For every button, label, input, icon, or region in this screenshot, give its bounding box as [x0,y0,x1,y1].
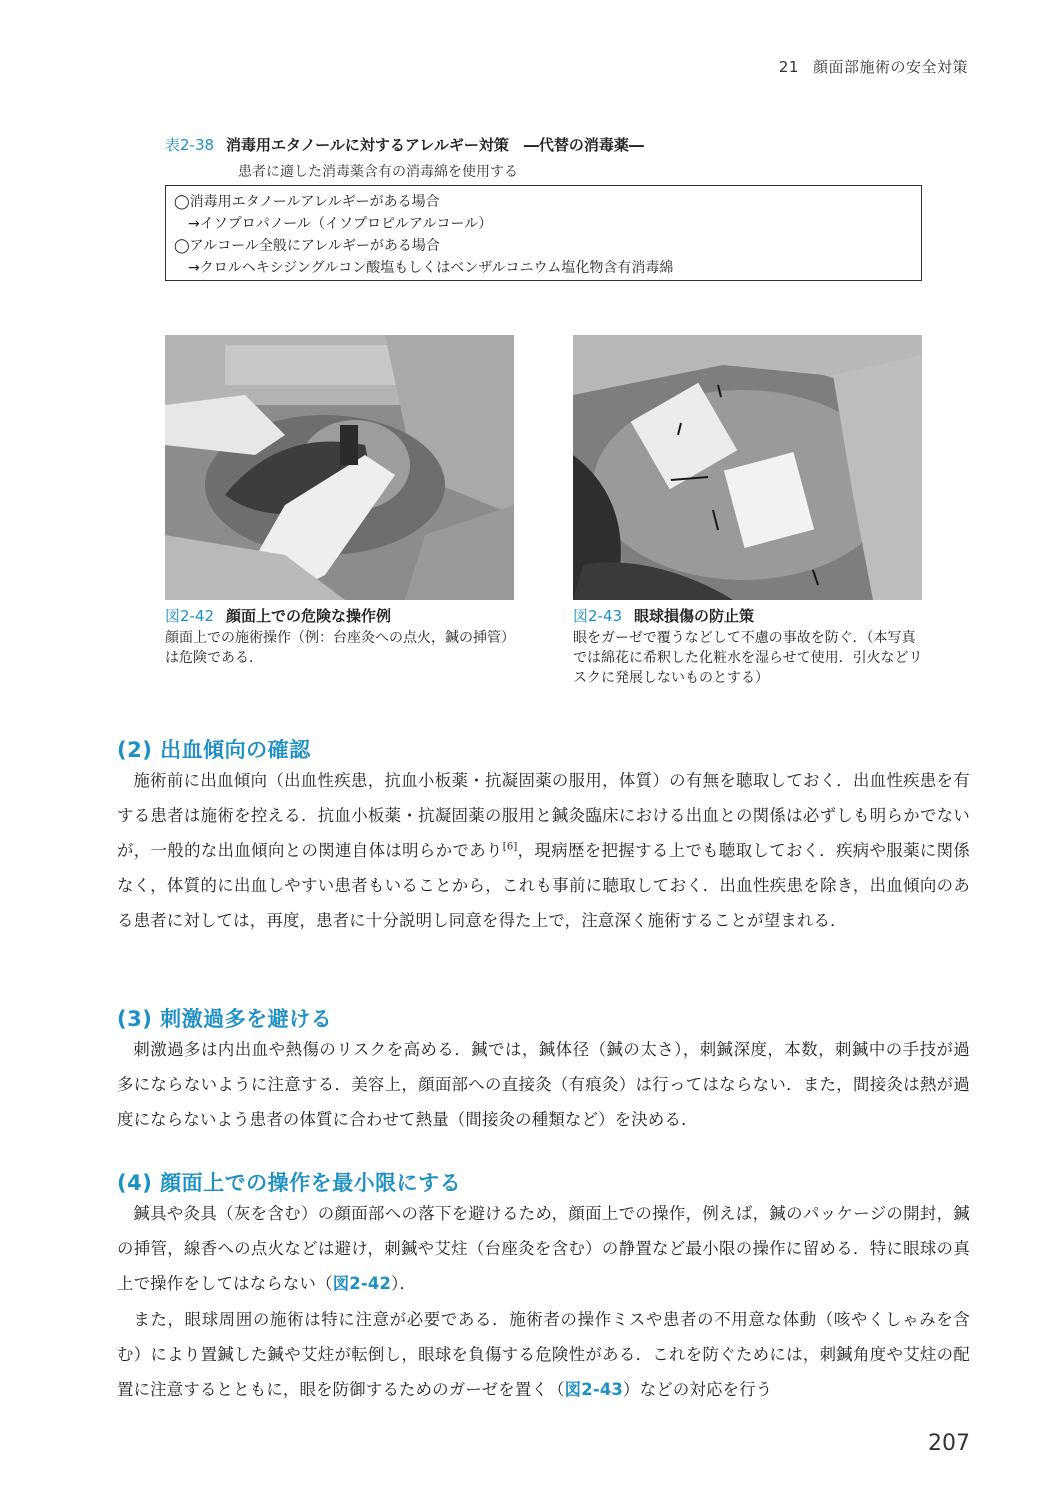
table-row: →クロルヘキシジングルコン酸塩もしくはベンザルコニウム塩化物含有消毒綿 [188,260,674,276]
table-title: 消毒用エタノールに対するアレルギー対策 ―代替の消毒薬― [226,136,644,154]
section-paragraph: 鍼具や灸具（灰を含む）の顔面部への落下を避けるため，顔面上での操作，例えば，鍼のパッケージの開封，鍼の挿管，線香への点火などは避け，刺鍼や艾炷（台座灸を含む）の静置など最小限の操作に留める．特に眼球の真上で操作をしてはならない（図2-42）． [117,1204,970,1294]
table-label: 表2-38 [165,136,215,154]
section-paragraph: 施術前に出血傾向（出血性疾患，抗血小板薬・抗凝固薬の服用，体質）の有無を聴取しておく．出血性疾患を有する患者は施術を控える．抗血小板薬・抗凝固薬の服用と鍼灸臨床における出血との関係は必ずしも明らかでないが，一般的な出血傾向との関連自体は明らかであり[6]，現病歴を把握する上でも聴取しておく．疾病や服薬に関係なく，体質的に出血しやすい患者もいることから，これも事前に聴取しておく．出血性疾患を除き，出血傾向のある患者に対しては，再度，患者に十分説明し同意を得た上で，注意深く施術することが望まれる． [117,771,970,931]
chapter-title: 顔面部施術の安全対策 [812,58,968,76]
photo-eye-protection [573,335,922,600]
figure-caption [573,606,929,688]
figure-title: 顔面上での危険な操作例 [226,607,392,625]
citation-ref: [6] [502,841,518,853]
table-box [165,185,922,281]
section-paragraph: また，眼球周囲の施術は特に注意が必要である．施術者の操作ミスや患者の不用意な体動（咳やくしゃみを含む）により置鍼した鍼や艾炷が転倒し，眼球を負傷する危険性がある．これを防ぐためには，刺鍼角度や艾炷の配置に注意するとともに，眼を防御するためのガーゼを置く（図2-43）などの対応を行う [117,1310,970,1400]
table-subtitle: 患者に適した消毒薬含有の消毒綿を使用する [238,164,518,180]
section-heading: (2) 出血傾向の確認 [117,738,311,762]
figure-caption-text: 眼をガーゼで覆うなどして不慮の事故を防ぐ．（本写真では綿花に希釈した化粧水を湿らせて使用．引火などリスクに発展しないものとする） [573,630,923,686]
table-caption [165,134,644,181]
chapter-number: 21 [778,58,799,76]
section-heading: (3) 刺激過多を避ける [117,1007,333,1031]
figure-label: 図2-42 [165,607,215,625]
figure-label: 図2-43 [573,607,623,625]
section-heading: (4) 顔面上での操作を最小限にする [117,1171,462,1195]
table-row: →イソプロパノール（イソプロピルアルコール） [188,216,493,232]
section-paragraph: 刺激過多は内出血や熱傷のリスクを高める．鍼では，鍼体径（鍼の太さ），刺鍼深度，本数，刺鍼中の手技が過多にならないように注意する．美容上，顔面部への直接灸（有痕灸）は行ってはならない．また，間接灸は熱が過度にならないよう患者の体質に合わせて熱量（間接灸の種類など）を決める． [117,1040,970,1130]
figure-caption [165,606,517,668]
table-row: ◯アルコール全般にアレルギーがある場合 [174,238,440,254]
figure-caption-text: 顔面上での施術操作（例：台座灸への点火，鍼の挿管）は危険である． [165,630,515,666]
running-head [779,56,968,77]
figure-link[interactable]: 図2-43 [564,1380,624,1400]
page-number: 207 [928,1431,970,1456]
photo-dangerous-operation [165,335,514,600]
figure-link[interactable]: 図2-42 [332,1274,392,1294]
table-row: ◯消毒用エタノールアレルギーがある場合 [174,194,440,210]
figure-title: 眼球損傷の防止策 [634,607,755,625]
